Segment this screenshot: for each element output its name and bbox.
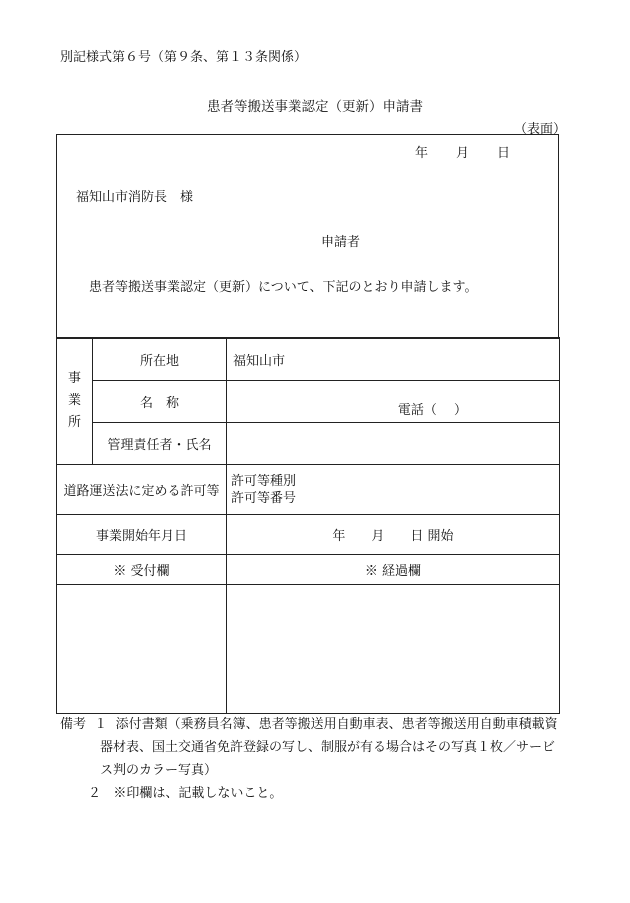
progress-area [227, 585, 560, 714]
manager-value[interactable] [227, 423, 560, 465]
table-row [57, 585, 560, 714]
note-text: 器材表、国土交通省免許登録の写し、制服が有る場合はその写真１枚／サービ [100, 740, 556, 755]
permit-type-label: 許可等種別 [231, 473, 297, 489]
note-number: ２ [88, 786, 102, 801]
permit-value[interactable] [227, 465, 560, 515]
note-item [60, 713, 580, 736]
document-title: 患者等搬送事業認定（更新）申請書 [207, 99, 423, 115]
manager-label: 管理責任者・氏名 [93, 423, 227, 465]
table-row [57, 515, 560, 555]
note-item [60, 782, 580, 805]
name-label: 名 称 [93, 381, 227, 423]
note-text: ス判のカラー写真） [100, 763, 218, 778]
table-row [57, 423, 560, 465]
start-date-value[interactable]: 年 月 日 開始 [227, 515, 560, 555]
form-number: 別記様式第６号（第９条、第１３条関係） [60, 50, 308, 65]
table-row [57, 338, 560, 381]
note-number: １ [94, 717, 108, 732]
location-value[interactable]: 福知山市 [227, 338, 560, 381]
permit-label: 道路運送法に定める許可等 [57, 465, 227, 515]
phone-field[interactable]: 電話（ ） [227, 381, 560, 423]
progress-label: ※ 経過欄 [227, 555, 560, 585]
date-day: 日 [497, 146, 511, 161]
notes-heading: 備考 [60, 717, 87, 732]
date-month: 月 [456, 146, 470, 161]
table-row [57, 465, 560, 515]
office-group-label: 事 業 所 [57, 338, 93, 465]
applicant-label: 申請者 [321, 235, 361, 250]
notes [60, 713, 580, 805]
date-year: 年 [415, 146, 429, 161]
note-text: 添付書類（乗務員名簿、患者等搬送用自動車表、患者等搬送用自動車積載資 [115, 717, 558, 732]
location-label: 所在地 [93, 338, 227, 381]
reception-label: ※ 受付欄 [57, 555, 227, 585]
permit-number-label: 許可等番号 [231, 490, 297, 506]
application-statement: 患者等搬送事業認定（更新）について、下記のとおり申請します。 [89, 280, 478, 295]
table-row [57, 555, 560, 585]
note-text: ※印欄は、記載しないこと。 [113, 786, 283, 801]
start-date-label: 事業開始年月日 [57, 515, 227, 555]
application-header-box [56, 134, 559, 339]
addressee: 福知山市消防長 様 [76, 190, 194, 205]
side-label: （表面） [513, 122, 566, 137]
date-line [415, 142, 510, 161]
table-row [57, 381, 560, 423]
application-table [56, 337, 560, 714]
reception-area [57, 585, 227, 714]
